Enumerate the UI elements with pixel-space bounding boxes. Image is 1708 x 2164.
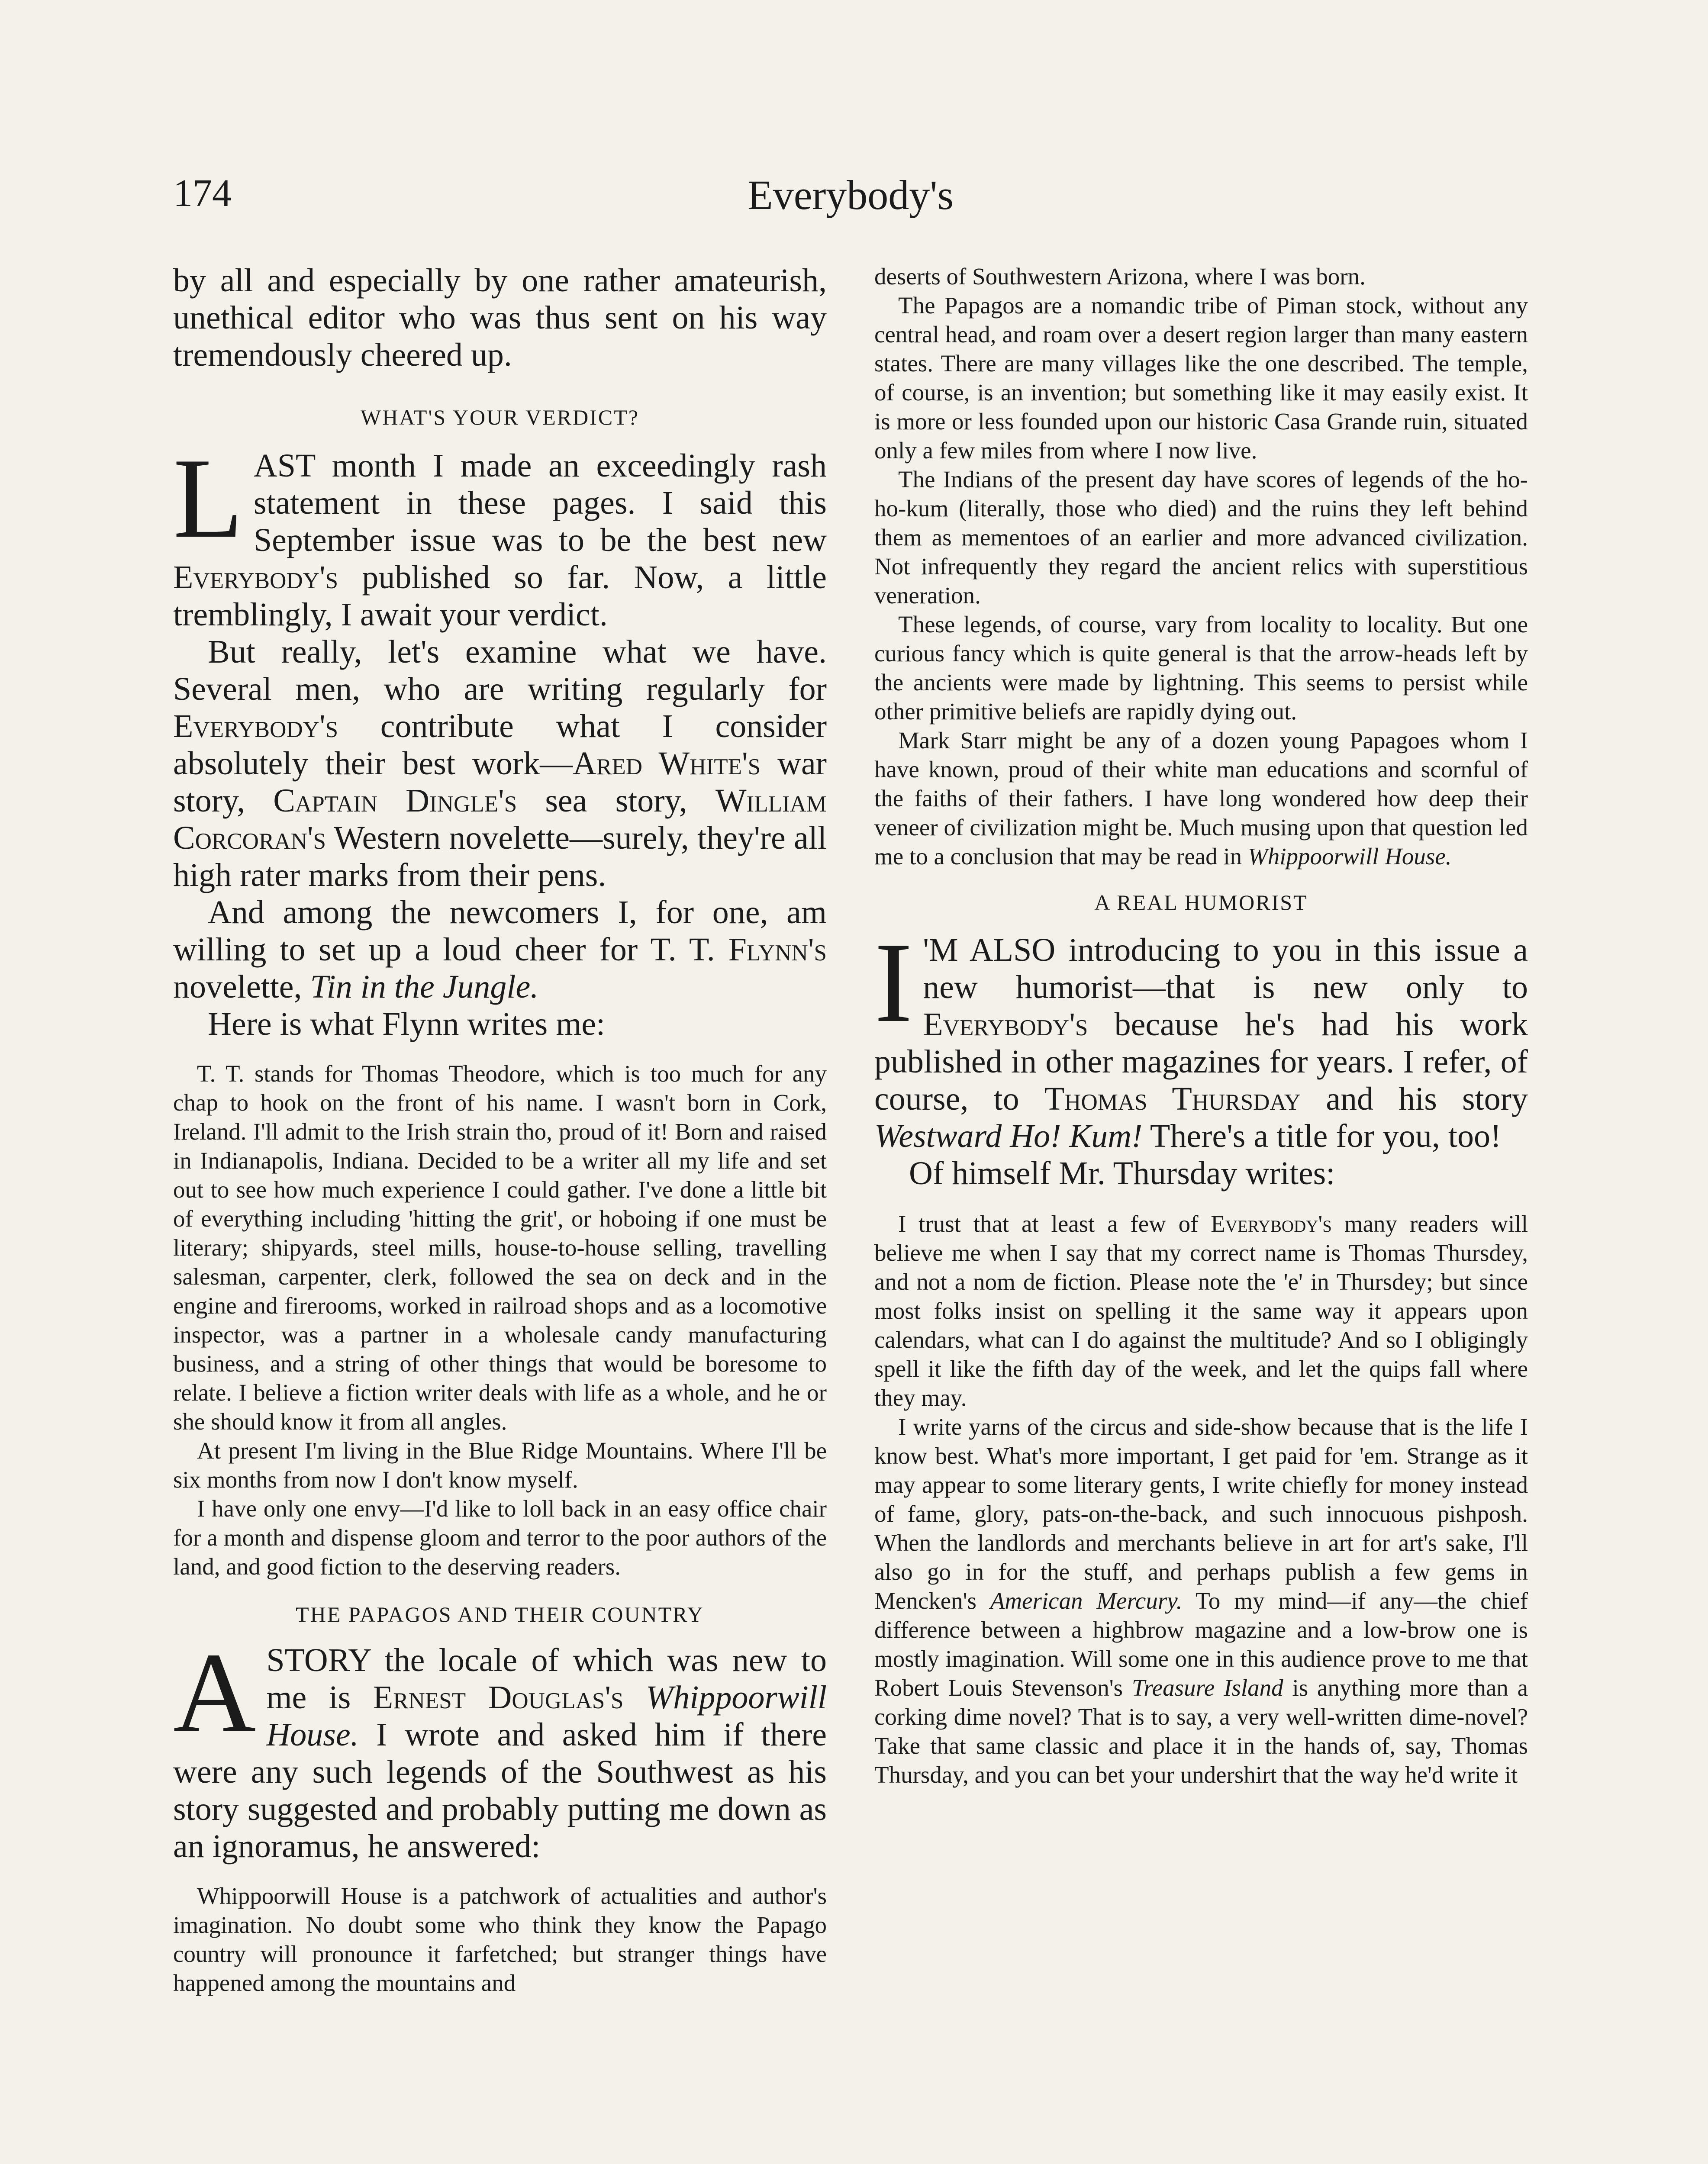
section-heading-verdict: WHAT'S YOUR VERDICT? <box>361 405 639 429</box>
magazine-name: Everybody's <box>1211 1211 1332 1237</box>
quote-paragraph: The Indians of the present day have scores of legends of the ho-ho-kum (literally, those who died) and the ruins they left behind them as mementoes of an earlier and more advanced civilization. Not infrequently they regard the ancient relics with superstitious veneration. <box>874 466 1528 609</box>
right-column <box>874 262 1528 1789</box>
left-column <box>173 262 827 1997</box>
author-name: Captain Dingle's <box>273 783 517 819</box>
text-run: 'M ALSO introducing to you in this issue a new humorist—that is new only to <box>923 932 1528 1005</box>
quote-paragraph <box>874 1412 1528 1789</box>
story-title: Tin in the Jungle. <box>310 969 539 1005</box>
author-name: Thomas Thursday <box>1044 1081 1301 1117</box>
drop-cap: L <box>173 435 243 562</box>
text-run: and his story <box>1301 1081 1528 1117</box>
text-run: I trust that at least a few of <box>898 1211 1211 1237</box>
humorist-paragraph-1 <box>874 919 1528 1155</box>
papagos-paragraph <box>173 1629 827 1865</box>
section-heading-papagos: THE PAPAGOS AND THEIR COUNTRY <box>296 1602 704 1626</box>
text-run: Western novelette—surely, they're all high rater marks from their pens. <box>173 820 827 893</box>
thursday-letter <box>874 1209 1528 1789</box>
story-title: Whippoorwill House. <box>266 1679 827 1753</box>
book-title: Treasure Island <box>1131 1675 1283 1701</box>
magazine-title: American Mercury. <box>990 1588 1183 1614</box>
page-header <box>173 171 1528 232</box>
magazine-name: Everybody's <box>173 708 338 744</box>
author-name: Ernest Douglas's <box>373 1679 624 1716</box>
text-run: contribute what I consider absolutely their best work— <box>173 708 827 782</box>
author-name: William Corcoran's <box>173 783 827 856</box>
text-run: And among the newcomers I, for one, am willing to set up a loud cheer for T. T. <box>173 894 827 968</box>
text-run: AST month I made an exceedingly rash statement in these pages. I said this September issue was to be the best new <box>253 448 827 558</box>
humorist-paragraph-2: Of himself Mr. Thursday writes: <box>909 1155 1335 1191</box>
intro-paragraph: by all and especially by one rather amateurish, unethical editor who was thus sent on his way tremendously cheered up. <box>173 262 827 373</box>
verdict-paragraph-1 <box>173 435 827 633</box>
quote-paragraph <box>874 726 1528 871</box>
page-number: 174 <box>173 172 232 215</box>
flynn-letter <box>173 1059 827 1581</box>
author-name: Flynn's <box>728 931 827 968</box>
section-heading-humorist: A REAL HUMORIST <box>1094 890 1308 915</box>
quote-paragraph <box>874 1209 1528 1412</box>
text-run: I write yarns of the circus and side-show because that is the life I know best. What's more important, I get paid for 'em. Strange as it may appear to some literary gents, I write chiefly for money instead of fame, glory, pats-on-the-back, and such innocuous pishposh. When the landlords and merchants believe in art for art's sake, I'll also go in for the stuff, and perhaps publish a few gems in Mencken's <box>874 1414 1528 1614</box>
text-run: STORY the locale of which was new to me is <box>266 1642 827 1716</box>
magazine-name: Everybody's <box>923 1006 1088 1043</box>
verdict-paragraph-2 <box>173 633 827 894</box>
text-run: because he's had his work published in other magazines for years. I refer, of course, to <box>874 1006 1528 1117</box>
text-run: is anything more than a corking dime novel? That is to say, a very well-written dime-novel? Take that same classic and place it in the hands of, say, Thomas Thursday, and you can bet your undershirt that the way he'd write it <box>874 1675 1528 1788</box>
text-run: novelette, <box>173 969 310 1005</box>
quote-paragraph: At present I'm living in the Blue Ridge Mountains. Where I'll be six months from now I don't know myself. <box>173 1437 827 1493</box>
drop-cap: A <box>173 1629 256 1756</box>
verdict-paragraph-3 <box>173 894 827 1005</box>
text-run: many readers will believe me when I say that my correct name is Thomas Thursdey, and not a nom de fiction. Please note the 'e' in Thursdey; but since most folks insist on spelling it the same way it appears upon calendars, what can I do against the multitude? And so I obligingly spell it like the fifth day of the week, and let the quips fall where they may. <box>874 1211 1528 1411</box>
quote-paragraph: deserts of Southwestern Arizona, where I was born. <box>874 263 1366 290</box>
quote-paragraph: Whippoorwill House is a patchwork of actualities and author's imagination. No doubt some who think they know the Papago country will pronounce it farfetched; but stranger things have happened among the mountains and <box>173 1883 827 1996</box>
verdict-paragraph-4: Here is what Flynn writes me: <box>208 1006 606 1042</box>
author-name: Ared White's <box>573 745 761 782</box>
drop-cap: I <box>874 919 913 1046</box>
quote-paragraph: These legends, of course, vary from locality to locality. But one curious fancy which is quite general is that the arrow-heads left by the ancients were made by lightning. This seems to persist while other primitive beliefs are rapidly dying out. <box>874 611 1528 725</box>
story-title: Westward Ho! Kum! <box>874 1118 1143 1154</box>
running-title: Everybody's <box>748 172 954 218</box>
text-run: sea story, <box>517 783 715 819</box>
quote-paragraph: The Papagos are a nomandic tribe of Piman stock, without any central head, and roam over a desert region larger than many eastern states. There are many villages like the one described. The temple, of course, is an invention; but something like it may easily exist. It is more or less founded upon our historic Casa Grande ruin, situated only a few miles from where I now live. <box>874 292 1528 464</box>
text-run: Mark Starr might be any of a dozen young Papagoes whom I have known, proud of their white man educations and scornful of the faiths of their fathers. I have long wondered how deep their veneer of civilization might be. Much musing upon that question led me to a conclusion that may be read in <box>874 727 1528 869</box>
story-title: Whippoorwill House. <box>1247 843 1452 869</box>
text-run: To my mind—if any—the chief difference between a highbrow magazine and a low-brow one is mostly imagination. Will some one in this audience prove to me that Robert Louis Stevenson's <box>874 1588 1528 1701</box>
text-run: war story, <box>173 745 827 819</box>
quote-paragraph: T. T. stands for Thomas Theodore, which is too much for any chap to hook on the front of his name. I wasn't born in Cork, Ireland. I'll admit to the Irish strain tho, proud of it! Born and raised in Indianapolis, Indiana. Decided to be a writer all my life and set out to see how much experience I could gather. I've done a little bit of everything including 'hitting the grit', or hoboing if one must be literary; shipyards, steel mills, house-to-house selling, travelling salesman, carpenter, clerk, followed the sea on deck and in the engine and firerooms, worked in railroad shops and as a locomotive inspector, was a partner in a wholesale candy manufacturing business, and a string of other things that would be boresome to relate. I believe a fiction writer deals with life as a whole, and he or she should know it from all angles. <box>173 1060 827 1435</box>
text-run: There's a title for you, too! <box>1142 1118 1502 1154</box>
quote-paragraph: I have only one envy—I'd like to loll back in an easy office chair for a month and dispense gloom and terror to the poor authors of the land, and good fiction to the deserving readers. <box>173 1495 827 1580</box>
text-run: I wrote and asked him if there were any such legends of the Southwest as his story suggested and probably putting me down as an ignoramus, he answered: <box>173 1716 827 1865</box>
text-run: But really, let's examine what we have. Several men, who are writing regularly for <box>173 634 827 707</box>
text-run: published so far. Now, a little tremblingly, I await your verdict. <box>173 559 827 633</box>
magazine-name: Everybody's <box>173 559 338 596</box>
